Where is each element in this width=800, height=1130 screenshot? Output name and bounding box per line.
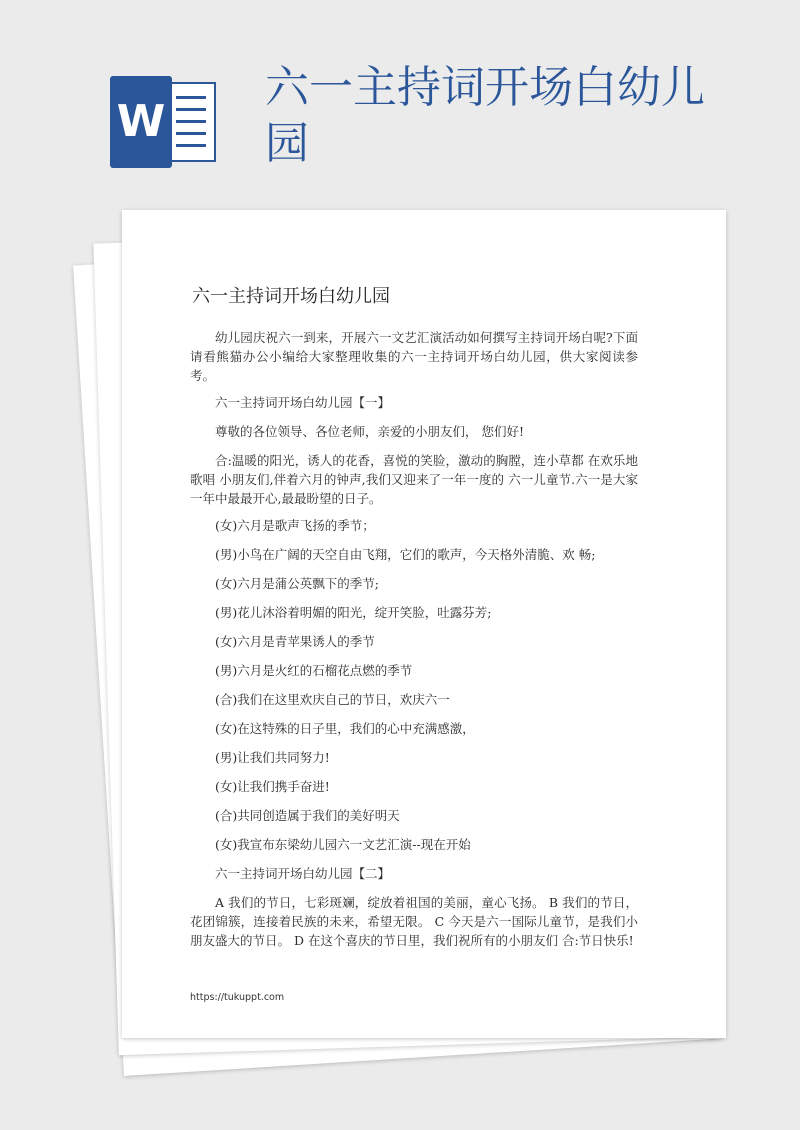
script-line: (合)我们在这里欢庆自己的节日，欢庆六一 <box>215 692 450 707</box>
script-line: (女)六月是蒲公英飘下的季节; <box>215 576 379 591</box>
greeting-line: 尊敬的各位领导、各位老师，亲爱的小朋友们， 您们好! <box>215 424 524 439</box>
script-line: (男)六月是火红的石榴花点燃的季节 <box>215 663 413 678</box>
section-2-paragraph: A 我们的节日，七彩斑斓，绽放着祖国的美丽，童心飞扬。 B 我们的节日，花团锦簇，连接着民族的未来，希望无限。 C 今天是六一国际儿童节，是我们小朋友盛大的节日。 D 在这个喜庆的节日里，我们祝所有的小朋友们 合:节日快乐! <box>190 895 638 948</box>
intro-paragraph: 幼儿园庆祝六一到来，开展六一文艺汇演活动如何撰写主持词开场白呢?下面请看熊猫办公小编给大家整理收集的六一主持词开场白幼儿园，供大家阅读参考。 <box>190 330 638 383</box>
section-heading-1: 六一主持词开场白幼儿园【一】 <box>215 395 391 410</box>
script-line: (女)在这特殊的日子里，我们的心中充满感激， <box>215 721 475 736</box>
document-page <box>122 210 726 1038</box>
script-line: (合)共同创造属于我们的美好明天 <box>215 808 400 823</box>
source-url: https://tukuppt.com <box>190 992 285 1003</box>
page-title: 六一主持词开场白幼儿园 <box>265 62 705 169</box>
script-line: (男)让我们共同努力! <box>215 750 330 765</box>
opening-paragraph: 合:温暖的阳光，诱人的花香，喜悦的笑脸，激动的胸膛，连小草都 在欢乐地歌唱 小朋友们,伴着六月的钟声,我们又迎来了一年一度的 六一儿童节.六一是大家一年中最最开心,最最盼望的日子。 <box>190 453 638 506</box>
script-line: (女)让我们携手奋进! <box>215 779 330 794</box>
word-logo-badge: W <box>110 76 172 168</box>
script-line: (男)小鸟在广阔的天空自由飞翔，它们的歌声，今天格外清脆、欢 畅; <box>215 547 596 562</box>
script-line: (女)我宣布东梁幼儿园六一文艺汇演--现在开始 <box>215 837 471 852</box>
script-line: (女)六月是歌声飞扬的季节； <box>215 518 375 533</box>
script-line: (男)花儿沐浴着明媚的阳光，绽开笑脸，吐露芬芳; <box>215 605 492 620</box>
word-document-icon <box>110 76 218 168</box>
script-line: (女)六月是青苹果诱人的季节 <box>215 634 375 649</box>
section-heading-2: 六一主持词开场白幼儿园【二】 <box>215 866 391 881</box>
document-body <box>190 328 638 958</box>
document-title: 六一主持词开场白幼儿园 <box>192 286 390 307</box>
